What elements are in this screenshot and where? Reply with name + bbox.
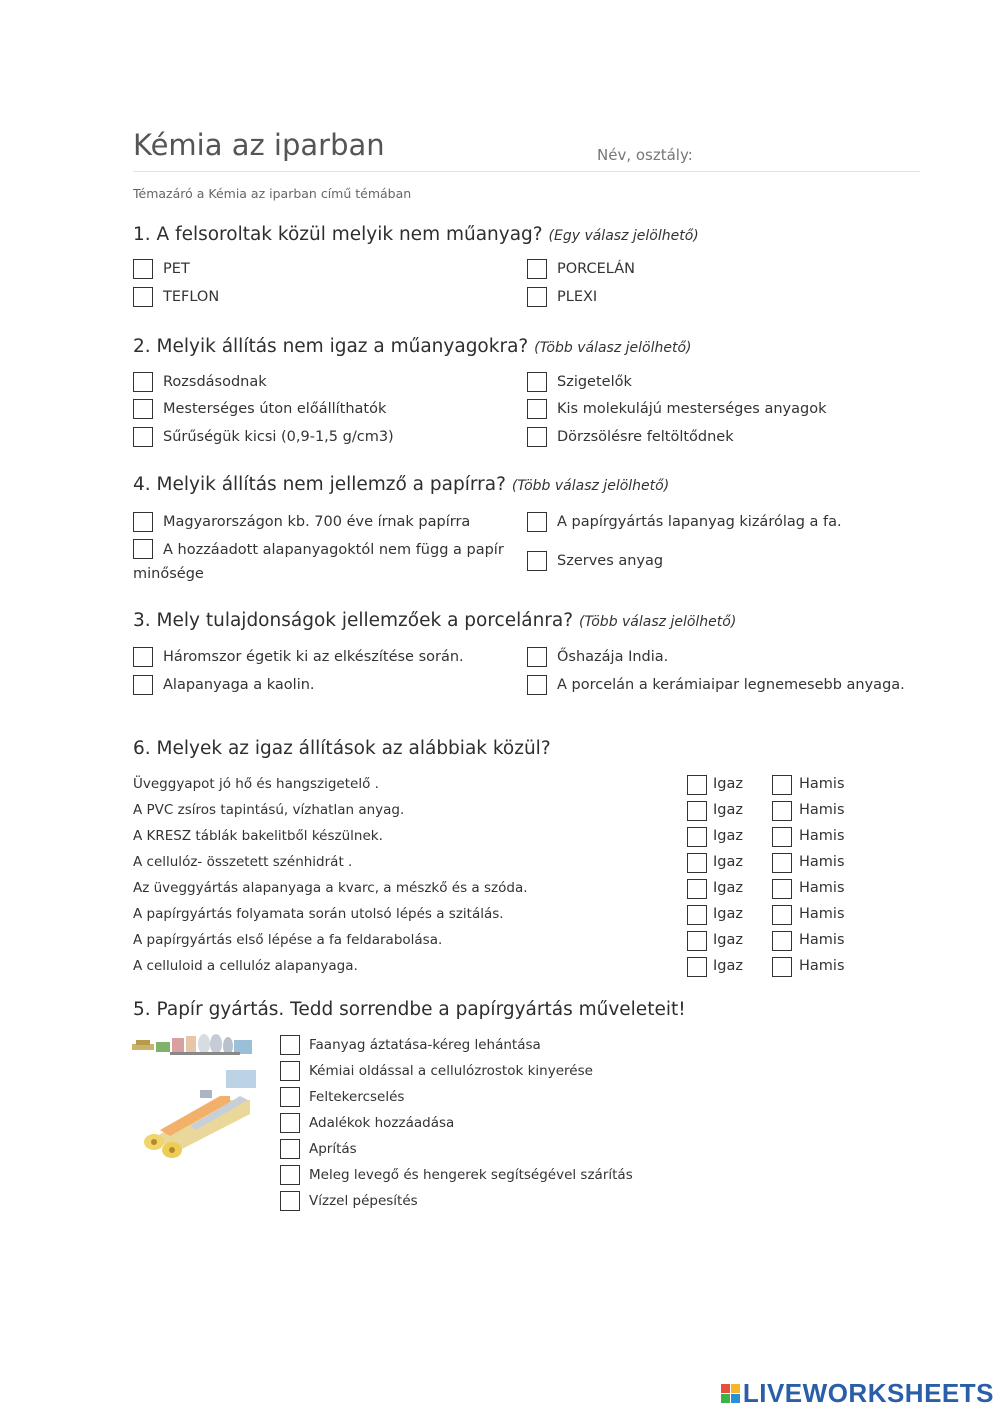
statement-text: A KRESZ táblák bakelitből készülnek. [133,828,383,844]
q2-checkbox-6[interactable] [527,427,547,447]
hamis-label: Hamis [799,958,845,974]
question-2 [133,336,691,357]
hamis-checkbox[interactable] [772,775,792,795]
page-title: Kémia az iparban [133,128,385,162]
q2-checkbox-2[interactable] [133,399,153,419]
q3-option-4: A porcelán a kerámiaipar legnemesebb anyaga. [557,677,905,693]
q4-option-3: A papírgyártás lapanyag kizárólag a fa. [557,514,842,530]
igaz-label: Igaz [713,854,743,870]
igaz-checkbox[interactable] [687,879,707,899]
igaz-label: Igaz [713,880,743,896]
q3-checkbox-2[interactable] [133,675,153,695]
question-6 [133,738,551,759]
logo-cell-2 [731,1384,740,1393]
question-5 [133,999,686,1020]
q2-option-6: Dörzsölésre feltöltődnek [557,429,734,445]
hamis-label: Hamis [799,906,845,922]
igaz-label: Igaz [713,932,743,948]
hamis-checkbox[interactable] [772,853,792,873]
logo-cell-4 [731,1394,740,1403]
q2-option-1: Rozsdásodnak [163,374,267,390]
q1-option-plexi: PLEXI [557,289,598,305]
q1-option-pet: PET [163,261,190,277]
paper-mill-illustration [130,1030,270,1165]
igaz-checkbox[interactable] [687,931,707,951]
q1-checkbox-plexi[interactable] [527,287,547,307]
step-text: Faanyag áztatása-kéreg lehántása [309,1037,541,1053]
q2-option-2: Mesterséges úton előállíthatók [163,401,387,417]
question-1-note: (Egy válasz jelölhető) [548,228,699,244]
q2-checkbox-5[interactable] [527,399,547,419]
igaz-checkbox[interactable] [687,775,707,795]
question-3-text: 3. Mely tulajdonságok jellemzőek a porcelánra? [133,610,574,631]
tank [198,1034,210,1054]
question-6-text: 6. Melyek az igaz állítások az alábbiak közül? [133,738,551,759]
q1-checkbox-porcelan[interactable] [527,259,547,279]
q3-option-2: Alapanyaga a kaolin. [163,677,315,693]
logo-text: LIVEWORKSHEETS [742,1378,994,1408]
q4-checkbox-1[interactable] [133,512,153,532]
q3-checkbox-1[interactable] [133,647,153,667]
hamis-checkbox[interactable] [772,801,792,821]
statement-text: A celluloid a cellulóz alapanyaga. [133,958,358,974]
chipper [156,1042,170,1052]
q2-option-4: Szigetelők [557,374,632,390]
blender [234,1040,252,1054]
question-2-note: (Több válasz jelölhető) [534,340,692,356]
igaz-checkbox[interactable] [687,905,707,925]
question-4-text: 4. Melyik állítás nem jellemző a papírra? [133,474,506,495]
igaz-checkbox[interactable] [687,801,707,821]
q2-checkbox-1[interactable] [133,372,153,392]
question-4-note: (Több válasz jelölhető) [511,478,670,494]
statement-text: Üveggyapot jó hő és hangszigetelő . [133,776,379,792]
igaz-checkbox[interactable] [687,827,707,847]
q3-checkbox-4[interactable] [527,675,547,695]
step-order-box[interactable] [280,1061,300,1081]
hamis-label: Hamis [799,776,845,792]
igaz-checkbox[interactable] [687,853,707,873]
logo-mark [721,1384,740,1403]
igaz-label: Igaz [713,906,743,922]
q1-option-porcelan: PORCELÁN [557,261,635,277]
q2-checkbox-4[interactable] [527,372,547,392]
step-order-box[interactable] [280,1035,300,1055]
page-subtitle: Témazáró a Kémia az iparban című témában [133,186,412,201]
statement-text: A PVC zsíros tapintású, vízhatlan anyag. [133,802,405,818]
step-order-box[interactable] [280,1139,300,1159]
step-order-box[interactable] [280,1113,300,1133]
step-text: Aprítás [309,1141,357,1157]
igaz-label: Igaz [713,802,743,818]
step-text: Meleg levegő és hengerek segítségével szárítás [309,1167,633,1183]
step-order-box[interactable] [280,1191,300,1211]
q3-checkbox-3[interactable] [527,647,547,667]
statement-text: A papírgyártás első lépése a fa feldarabolása. [133,932,443,948]
step-text: Adalékok hozzáadása [309,1115,455,1131]
igaz-label: Igaz [713,776,743,792]
question-1 [133,224,699,245]
q3-option-3: Őshazája India. [557,649,669,665]
statement-text: A cellulóz- összetett szénhidrát . [133,854,353,870]
question-1-text: 1. A felsoroltak közül melyik nem műanyag? [133,224,543,245]
statement-text: Az üveggyártás alapanyaga a kvarc, a mészkő és a szóda. [133,880,528,896]
headbox [226,1070,256,1088]
name-class-label: Név, osztály: [597,146,693,164]
hamis-checkbox[interactable] [772,827,792,847]
step-order-box[interactable] [280,1165,300,1185]
q2-option-3: Sűrűségük kicsi (0,9-1,5 g/cm3) [163,429,394,445]
hamis-label: Hamis [799,828,845,844]
step-text: Feltekercselés [309,1089,405,1105]
liveworksheets-logo [721,1378,994,1409]
q4-checkbox-4[interactable] [527,551,547,571]
hamis-checkbox[interactable] [772,931,792,951]
step-text: Vízzel pépesítés [309,1193,418,1209]
hamis-checkbox[interactable] [772,905,792,925]
hamis-checkbox[interactable] [772,879,792,899]
question-3-note: (Több válasz jelölhető) [578,614,737,630]
q1-checkbox-pet[interactable] [133,259,153,279]
step-text: Kémiai oldással a cellulózrostok kinyerése [309,1063,593,1079]
igaz-label: Igaz [713,828,743,844]
hamis-label: Hamis [799,932,845,948]
header-divider [133,171,920,172]
igaz-label: Igaz [713,958,743,974]
q3-option-1: Háromszor égetik ki az elkészítése során. [163,649,464,665]
q1-checkbox-teflon[interactable] [133,287,153,307]
q4-option-1: Magyarországon kb. 700 éve írnak papírra [163,514,471,530]
digester [172,1038,184,1054]
q4-option-4: Szerves anyag [557,553,664,569]
question-2-text: 2. Melyik állítás nem igaz a műanyagokra? [133,336,529,357]
statement-text: A papírgyártás folyamata során utolsó lépés a szitálás. [133,906,504,922]
hamis-label: Hamis [799,854,845,870]
igaz-checkbox[interactable] [687,957,707,977]
hamis-checkbox[interactable] [772,957,792,977]
hamis-label: Hamis [799,880,845,896]
q2-option-5: Kis molekulájú mesterséges anyagok [557,401,827,417]
question-5-text: 5. Papír gyártás. Tedd sorrendbe a papírgyártás műveleteit! [133,999,686,1020]
step-order-box[interactable] [280,1087,300,1107]
question-4 [133,474,669,495]
q1-option-teflon: TEFLON [163,289,220,305]
logo-cell-3 [721,1394,730,1403]
question-3 [133,610,736,631]
hamis-label: Hamis [799,802,845,818]
logo-cell-1 [721,1384,730,1393]
q2-checkbox-3[interactable] [133,427,153,447]
q4-checkbox-3[interactable] [527,512,547,532]
q4-option-2: A hozzáadott alapanyagoktól nem függ a papír minősége [133,542,504,582]
